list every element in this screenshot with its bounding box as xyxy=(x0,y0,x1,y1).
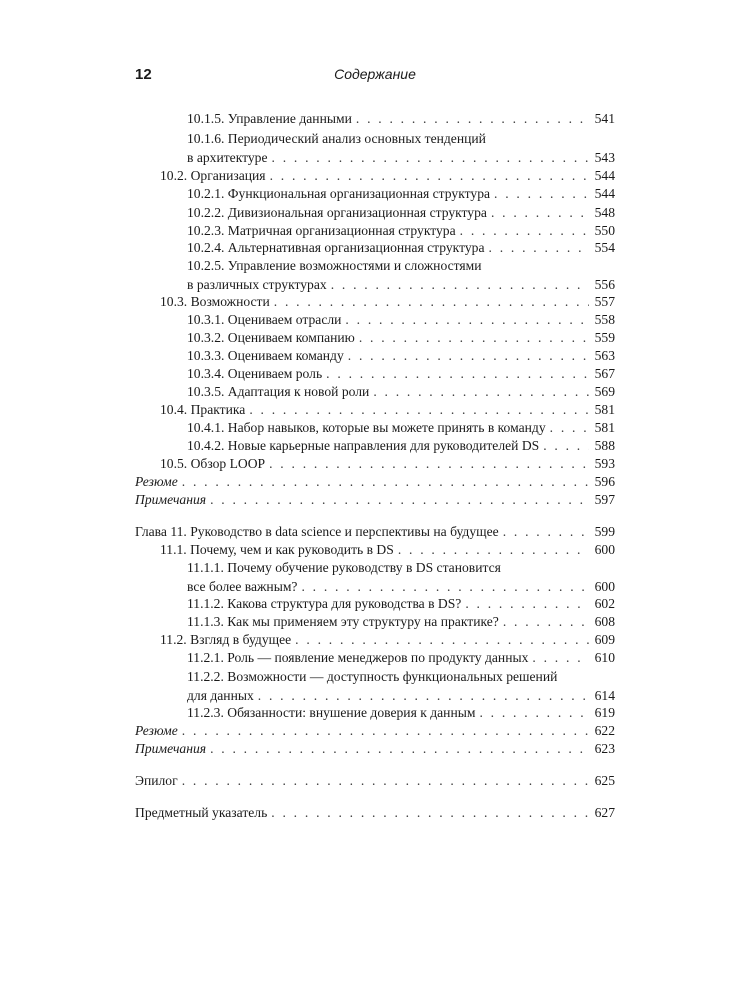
toc-entry[interactable]: 11.1.3. Как мы применяем эту структуру на практике? . . . 608 xyxy=(135,612,615,631)
toc-entry[interactable]: 10.2.3. Матричная организационная структура . . . 550 xyxy=(135,221,615,240)
toc-entry-chapter[interactable]: Глава 11. Руководство в data science и перспективы на будущее . . . 599 xyxy=(135,522,615,541)
toc-entry[interactable]: 10.4.2. Новые карьерные направления для руководителей DS . . . 588 xyxy=(135,436,615,455)
toc-entry[interactable]: Примечания . . . 597 xyxy=(135,490,615,509)
page-number: 12 xyxy=(135,66,152,83)
toc-entry[interactable]: 10.3.3. Оцениваем команду . . . 563 xyxy=(135,346,615,365)
toc-entry[interactable]: 10.2.1. Функциональная организационная структура . . . 544 xyxy=(135,184,615,203)
toc-entry[interactable]: 11.2.1. Роль — появление менеджеров по продукту данных . . . 610 xyxy=(135,648,615,667)
toc-entry[interactable]: 11.2.3. Обязанности: внушение доверия к данным . . . 619 xyxy=(135,703,615,722)
toc-entry[interactable]: 10.2.2. Дивизиональная организационная структура . . . 548 xyxy=(135,203,615,222)
toc-entry[interactable]: 11.2.2. Возможности — доступность функциональных решений для данных . . . 614 xyxy=(135,667,615,705)
toc-entry[interactable]: 10.2.4. Альтернативная организационная структура . . . 554 xyxy=(135,238,615,257)
toc-entry[interactable]: 11.2. Взгляд в будущее . . . 609 xyxy=(135,630,615,649)
toc-entry[interactable]: 10.1.5. Управление данными . . . 541 xyxy=(135,109,615,128)
toc-entry[interactable]: Резюме . . . 622 xyxy=(135,721,615,740)
toc-entry[interactable]: 11.1.2. Какова структура для руководства в DS? . . . 602 xyxy=(135,594,615,613)
toc-entry[interactable]: 10.3. Возможности . . . 557 xyxy=(135,292,615,311)
toc-entry[interactable]: 10.3.4. Оцениваем роль . . . 567 xyxy=(135,364,615,383)
toc-entry[interactable]: 10.4.1. Набор навыков, которые вы можете принять в команду . . . 581 xyxy=(135,418,615,437)
toc-entry[interactable]: 11.1. Почему, чем и как руководить в DS . . . 600 xyxy=(135,540,615,559)
toc-entry-epilogue[interactable]: Эпилог . . . 625 xyxy=(135,771,615,790)
toc-entry[interactable]: 10.2. Организация . . . 544 xyxy=(135,166,615,185)
toc-entry[interactable]: 10.4. Практика . . . 581 xyxy=(135,400,615,419)
toc-entry[interactable]: 10.1.6. Периодический анализ основных тенденций в архитектуре . . . 543 xyxy=(135,129,615,167)
toc-entry[interactable]: 10.5. Обзор LOOP . . . 593 xyxy=(135,454,615,473)
toc-entry[interactable]: 10.3.1. Оцениваем отрасли . . . 558 xyxy=(135,310,615,329)
page-header xyxy=(135,66,615,86)
toc-entry[interactable]: Резюме . . . 596 xyxy=(135,472,615,491)
toc-entry[interactable]: 10.3.2. Оцениваем компанию . . . 559 xyxy=(135,328,615,347)
toc-entry[interactable]: 11.1.1. Почему обучение руководству в DS становится все более важным? . . . 600 xyxy=(135,558,615,596)
toc-entry[interactable]: 10.3.5. Адаптация к новой роли . . . 569 xyxy=(135,382,615,401)
running-title: Содержание xyxy=(334,66,416,82)
toc-entry[interactable]: Примечания . . . 623 xyxy=(135,739,615,758)
toc-entry[interactable]: 10.2.5. Управление возможностями и сложностями в различных структурах . . . 556 xyxy=(135,256,615,294)
toc-entry-index[interactable]: Предметный указатель . . . 627 xyxy=(135,803,615,822)
